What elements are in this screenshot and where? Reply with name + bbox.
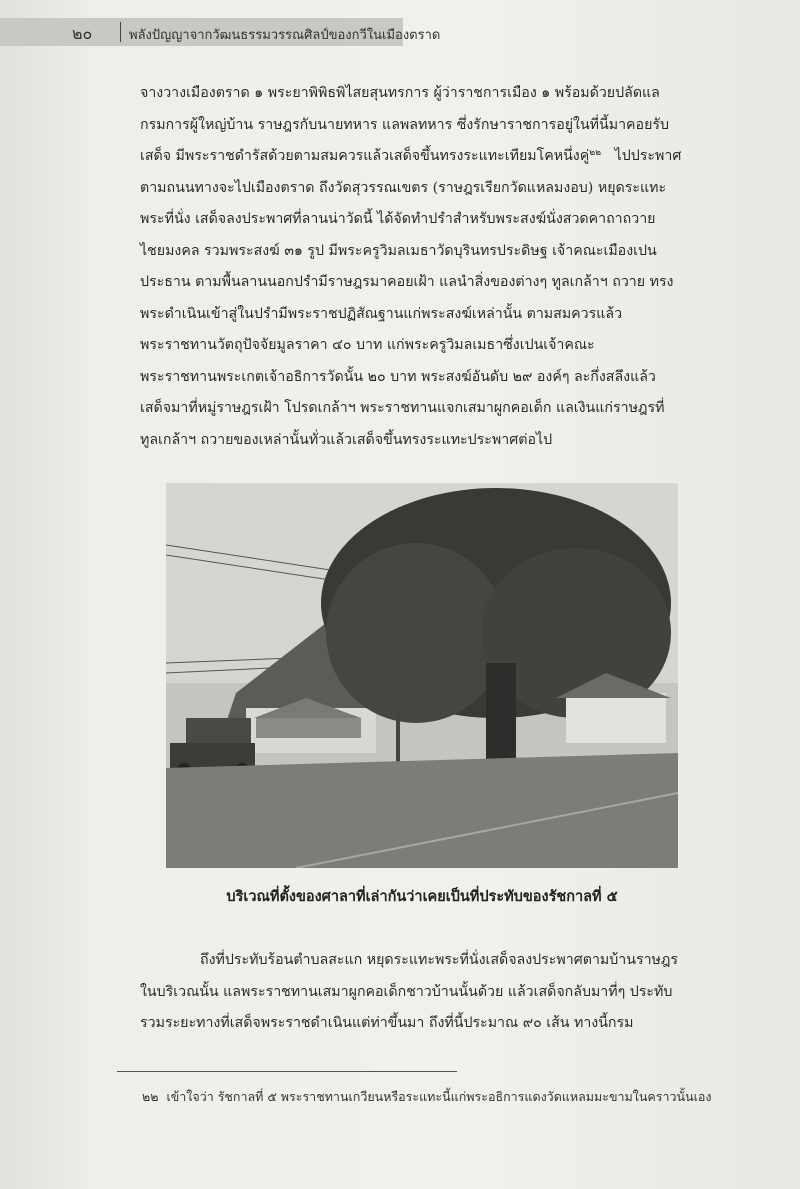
text-line (140, 141, 708, 173)
paragraph-secondary (140, 945, 708, 1040)
text-line: ทูลเกล้าฯ ถวายของเหล่านั้นทั่วแล้วเสด็จขึ้นทรงระแทะประพาศต่อไป (140, 431, 553, 448)
header-divider (120, 22, 121, 42)
text-line: เสด็จมาที่หมู่ราษฎรเฝ้า โปรดเกล้าฯ พระราชทานแจกเสมาผูกคอเด็ก แลเงินแก่ราษฎรที่ (140, 400, 665, 416)
text-line: พระดำเนินเข้าสู่ในปรำมีพระราชปฏิสัณฐานแก่พระสงฆ์เหล่านั้น ตามสมควรแล้ว (140, 305, 623, 322)
footnote-marker: ๒๒ (142, 1089, 159, 1104)
text-line: ในบริเวณนั้น แลพระราชทานเสมาผูกคอเด็กชาวบ้านนั้นด้วย แล้วเสด็จกลับมาที่ๆ ประทับ (140, 983, 673, 1000)
text-line: ประธาน ตามพื้นลานนอกปรำมีราษฎรมาคอยเฝ้า แลนำสิ่งของต่างๆ ทูลเกล้าฯ ถวาย ทรง (140, 274, 674, 290)
text-line-part: ไปประพาศ (614, 148, 682, 164)
footnote-reference[interactable]: ๒๒ (589, 148, 602, 158)
footnote (142, 1087, 712, 1107)
running-title: พลังปัญญาจากวัฒนธรรมวรรณศิลป์ของกวีในเมืองตราด (129, 28, 441, 43)
text-line-part: เสด็จ มีพระราชดำรัสด้วยตามสมควรแล้วเสด็จขึ้นทรงระแทะเทียมโคหนึ่งคู่ (140, 148, 590, 164)
text-line: ถึงที่ประทับร้อนตำบลสะแก หยุดระแทะพระที่นั่งเสด็จลงประพาศตามบ้านราษฎร (200, 952, 679, 968)
paragraph-main (140, 78, 708, 456)
text-line: จางวางเมืองตราด ๑ พระยาพิพิธพิไสยสุนทรการ ผู้ว่าราชการเมือง ๑ พร้อมด้วยปลัดแล (140, 85, 660, 101)
text-line: พระที่นั่ง เสด็จลงประพาศที่ลานน่าวัดนี้ ได้จัดทำปรำสำหรับพระสงฆ์นั่งสวดคาถาถวาย (140, 211, 656, 227)
figure-caption: บริเวณที่ตั้งของศาลาที่เล่ากันว่าเคยเป็นที่ประทับของรัชกาลที่ ๕ (226, 888, 618, 905)
photograph (166, 483, 678, 868)
page-number: ๒๐ (72, 24, 93, 43)
footnote-text: เข้าใจว่า รัชกาลที่ ๕ พระราชทานเกวียนหรือระแทะนี้แก่พระอธิการแดงวัดแหลมมะขามในคราวนั้นเอง (166, 1089, 712, 1104)
photo-illustration (166, 483, 678, 868)
text-line: รวมระยะทางที่เสด็จพระราชดำเนินแต่ท่าขึ้นมา ถึงที่นี้ประมาณ ๙๐ เส้น ทางนี้กรม (140, 1015, 634, 1031)
footnote-divider (117, 1071, 457, 1072)
text-line: พระราชทานวัตถุปัจจัยมูลราคา ๔๐ บาท แก่พระครูวิมลเมธาซึ่งเปนเจ้าคณะ (140, 337, 595, 353)
text-line: ไชยมงคล รวมพระสงฆ์ ๓๑ รูป มีพระครูวิมลเมธาวัดบุรินทรประดิษฐ เจ้าคณะเมืองเปน (140, 242, 657, 259)
text-line: ตามถนนทางจะไปเมืองตราด ถึงวัดสุวรรณเขตร (ราษฎรเรียกวัดแหลมงอบ) หยุดระแทะ (140, 179, 667, 196)
text-line: กรมการผู้ใหญ่บ้าน ราษฎรกับนายทหาร แลพลทหาร ซึ่งรักษาราชการอยู่ในที่นี้มาคอยรับ (140, 116, 670, 133)
text-line: พระราชทานพระเกตเจ้าอธิการวัดนั้น ๒๐ บาท พระสงฆ์อันดับ ๒๙ องค์ๆ ละกึ่งสลึงแล้ว (140, 368, 656, 385)
